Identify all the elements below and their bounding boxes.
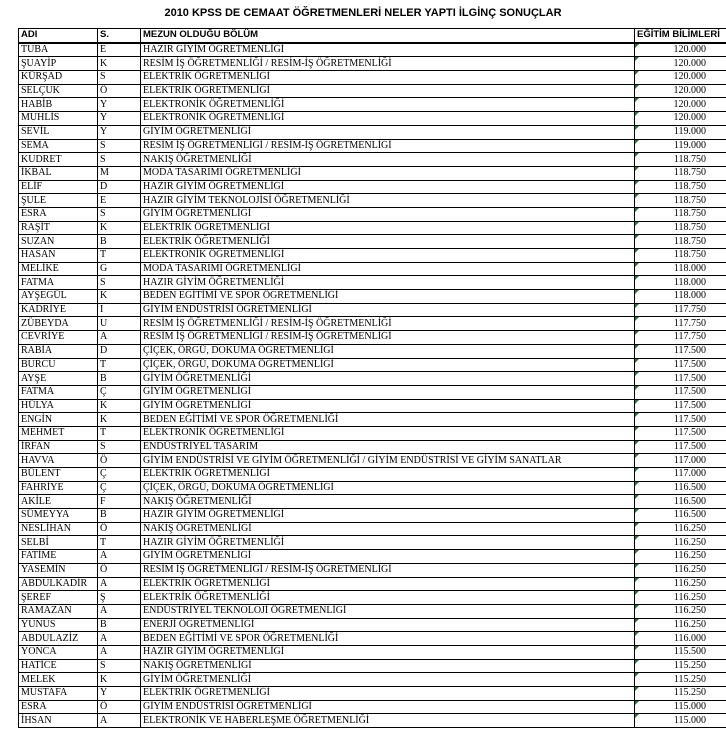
cell-name[interactable]: MUHLİS [19,112,98,126]
table-row [19,235,726,249]
cell-score[interactable]: 115.500 [635,645,726,659]
table-row [19,632,726,646]
cell-s[interactable]: T [98,426,141,440]
cell-s[interactable]: Ö [98,84,141,98]
cell-name[interactable]: RABİA [19,344,98,358]
cell-dept[interactable]: BEDEN EĞİTİMİ VE SPOR ÖĞRETMENLİĞİ [141,290,635,304]
cell-s[interactable]: Ö [98,563,141,577]
cell-name[interactable]: SUZAN [19,235,98,249]
cell-dept[interactable]: NAKIŞ ÖĞRETMENLİĞİ [141,659,635,673]
cell-score[interactable]: 117.000 [635,468,726,482]
table-row [19,372,726,386]
cell-dept[interactable]: RESİM İŞ ÖĞRETMENLİĞİ / RESİM-İŞ ÖĞRETMENLİĞİ [141,317,635,331]
table-row [19,249,726,263]
cell-s[interactable]: S [98,153,141,167]
cell-dept[interactable]: ENDÜSTRİYEL TEKNOLOJİ ÖĞRETMENLİĞİ [141,604,635,618]
table-row [19,71,726,85]
cell-score[interactable]: 118.750 [635,221,726,235]
cell-score[interactable]: 117.500 [635,440,726,454]
cell-score[interactable]: 115.250 [635,673,726,687]
cell-score[interactable]: 119.000 [635,125,726,139]
cell-name[interactable]: İHSAN [19,714,98,728]
cell-score[interactable]: 116.250 [635,536,726,550]
cell-name[interactable]: RAŞİT [19,221,98,235]
cell-s[interactable]: Ö [98,454,141,468]
cell-dept[interactable]: GİYİM ENDÜSTRİSİ VE GİYİM ÖĞRETMENLİĞİ / GİYİM ENDÜSTRİSİ VE GİYİM SANATLAR [141,454,635,468]
cell-s[interactable]: M [98,166,141,180]
cell-name[interactable]: KADRİYE [19,303,98,317]
cell-s[interactable]: S [98,71,141,85]
cell-s[interactable]: D [98,180,141,194]
table-row [19,112,726,126]
cell-s[interactable]: K [98,57,141,71]
cell-dept[interactable]: MODA TASARIMI ÖĞRETMENLİĞİ [141,166,635,180]
cell-score[interactable]: 118.750 [635,207,726,221]
table-row [19,645,726,659]
cell-score[interactable]: 117.500 [635,385,726,399]
cell-score[interactable]: 120.000 [635,43,726,57]
cell-score[interactable]: 115.250 [635,659,726,673]
cell-s[interactable]: T [98,536,141,550]
table-row [19,522,726,536]
cell-s[interactable]: Y [98,125,141,139]
cell-name[interactable]: FATMA [19,385,98,399]
table-row [19,426,726,440]
cell-dept[interactable]: ENDÜSTRİYEL TASARIM [141,440,635,454]
cell-s[interactable]: K [98,290,141,304]
table-row [19,180,726,194]
cell-dept[interactable]: ELEKTRONİK ÖĞRETMENLİĞİ [141,249,635,263]
cell-dept[interactable]: GİYİM ÖĞRETMENLİĞİ [141,550,635,564]
cell-s[interactable]: S [98,440,141,454]
cell-score[interactable]: 118.750 [635,194,726,208]
cell-s[interactable]: Y [98,112,141,126]
table-row [19,673,726,687]
table-row [19,84,726,98]
cell-s[interactable]: K [98,399,141,413]
header-s[interactable]: S. [98,29,141,43]
cell-dept[interactable]: HAZIR GİYİM ÖĞRETMENLİĞİ [141,276,635,290]
table-row [19,468,726,482]
cell-name[interactable]: TUBA [19,43,98,57]
cell-score[interactable]: 117.500 [635,372,726,386]
cell-s[interactable]: G [98,262,141,276]
cell-s[interactable]: A [98,632,141,646]
cell-name[interactable]: ELİF [19,180,98,194]
cell-name[interactable]: FATİME [19,550,98,564]
table-row [19,166,726,180]
cell-s[interactable]: A [98,331,141,345]
cell-s[interactable]: Ç [98,481,141,495]
cell-s[interactable]: K [98,673,141,687]
cell-dept[interactable]: HAZIR GİYİM ÖĞRETMENLİĞİ [141,645,635,659]
cell-name[interactable]: İKBAL [19,166,98,180]
cell-name[interactable]: ABDULKADİR [19,577,98,591]
cell-s[interactable]: F [98,495,141,509]
cell-dept[interactable]: GİYİM ÖĞRETMENLİĞİ [141,125,635,139]
table-row [19,344,726,358]
cell-score[interactable]: 118.000 [635,276,726,290]
cell-dept[interactable]: NAKIŞ ÖĞRETMENLİĞİ [141,153,635,167]
cell-name[interactable]: MEHMET [19,426,98,440]
cell-s[interactable]: B [98,235,141,249]
cell-name[interactable]: CEVRİYE [19,331,98,345]
cell-dept[interactable]: ÇİÇEK, ÖRGÜ, DOKUMA ÖĞRETMENLİĞİ [141,481,635,495]
cell-score[interactable]: 115.000 [635,714,726,728]
cell-dept[interactable]: ELEKTRONİK ÖĞRETMENLİĞİ [141,112,635,126]
cell-score[interactable]: 116.500 [635,495,726,509]
table-row [19,207,726,221]
table-row [19,262,726,276]
cell-score[interactable]: 117.500 [635,413,726,427]
table-row [19,440,726,454]
table-row [19,618,726,632]
cell-score[interactable]: 118.000 [635,262,726,276]
cell-name[interactable]: ESRA [19,207,98,221]
cell-dept[interactable]: NAKIŞ ÖĞRETMENLİĞİ [141,522,635,536]
cell-name[interactable]: HABİB [19,98,98,112]
cell-score[interactable]: 120.000 [635,84,726,98]
table-row [19,687,726,701]
table-row [19,399,726,413]
table-row [19,577,726,591]
cell-name[interactable]: ŞULE [19,194,98,208]
cell-dept[interactable]: ELEKTRİK ÖĞRETMENLİĞİ [141,235,635,249]
cell-score[interactable]: 117.750 [635,331,726,345]
table-row [19,563,726,577]
cell-dept[interactable]: ELEKTRİK ÖĞRETMENLİĞİ [141,71,635,85]
cell-dept[interactable]: GİYİM ÖĞRETMENLİĞİ [141,207,635,221]
cell-dept[interactable]: ELEKTRONİK ÖĞRETMENLİĞİ [141,426,635,440]
table-row [19,481,726,495]
header-score[interactable]: EĞİTİM BİLİMLERİ [635,29,726,43]
table-row [19,331,726,345]
cell-score[interactable]: 116.000 [635,632,726,646]
cell-name[interactable]: KUDRET [19,153,98,167]
cell-score[interactable]: 118.750 [635,249,726,263]
cell-name[interactable]: HAVVA [19,454,98,468]
cell-name[interactable]: MUSTAFA [19,687,98,701]
cell-dept[interactable]: ÇİÇEK, ÖRGÜ, DOKUMA ÖĞRETMENLİĞİ [141,344,635,358]
cell-s[interactable]: Y [98,687,141,701]
cell-score[interactable]: 117.750 [635,317,726,331]
table-row [19,125,726,139]
cell-name[interactable]: AYŞEGÜL [19,290,98,304]
cell-score[interactable]: 116.250 [635,604,726,618]
cell-name[interactable]: HÜLYA [19,399,98,413]
cell-s[interactable]: D [98,344,141,358]
cell-s[interactable]: S [98,207,141,221]
cell-name[interactable]: YONCA [19,645,98,659]
cell-name[interactable]: RAMAZAN [19,604,98,618]
cell-s[interactable]: T [98,358,141,372]
cell-s[interactable]: Y [98,98,141,112]
cell-name[interactable]: SEVİL [19,125,98,139]
cell-name[interactable]: ABDULAZİZ [19,632,98,646]
cell-dept[interactable]: MODA TASARIMI ÖĞRETMENLİĞİ [141,262,635,276]
cell-s[interactable]: Ç [98,385,141,399]
cell-s[interactable]: Ş [98,591,141,605]
table-row [19,495,726,509]
cell-score[interactable]: 118.750 [635,153,726,167]
sheet-title: 2010 KPSS DE CEMAAT ÖĞRETMENLERİ NELER YAPTI İLGİNÇ SONUÇLAR [164,7,562,19]
cell-name[interactable]: ŞUAYİP [19,57,98,71]
cell-score[interactable]: 119.000 [635,139,726,153]
cell-score[interactable]: 117.000 [635,454,726,468]
cell-dept[interactable]: ÇİÇEK, ÖRGÜ, DOKUMA ÖĞRETMENLİĞİ [141,358,635,372]
cell-score[interactable]: 117.750 [635,303,726,317]
cell-dept[interactable]: HAZIR GİYİM ÖĞRETMENLİĞİ [141,536,635,550]
cell-s[interactable]: A [98,577,141,591]
cell-dept[interactable]: BEDEN EĞİTİMİ VE SPOR ÖĞRETMENLİĞİ [141,632,635,646]
cell-dept[interactable]: GİYİM ÖĞRETMENLİĞİ [141,673,635,687]
cell-s[interactable]: B [98,372,141,386]
cell-name[interactable]: SELÇUK [19,84,98,98]
cell-dept[interactable]: RESİM İŞ ÖĞRETMENLİĞİ / RESİM-İŞ ÖĞRETMENLİĞİ [141,331,635,345]
cell-dept[interactable]: GİYİM ÖĞRETMENLİĞİ [141,385,635,399]
cell-score[interactable]: 116.250 [635,563,726,577]
cell-s[interactable]: Ö [98,522,141,536]
table-row [19,303,726,317]
table-row [19,604,726,618]
cell-score[interactable]: 118.750 [635,180,726,194]
cell-dept[interactable]: ELEKTRONİK ÖĞRETMENLİĞİ [141,98,635,112]
table-body [19,43,726,728]
cell-dept[interactable]: BEDEN EĞİTİMİ VE SPOR ÖĞRETMENLİĞİ [141,413,635,427]
table-row [19,659,726,673]
table-row [19,591,726,605]
cell-s[interactable]: A [98,550,141,564]
cell-s[interactable]: B [98,618,141,632]
cell-dept[interactable]: GİYİM ÖĞRETMENLİĞİ [141,372,635,386]
table-row [19,413,726,427]
cell-score[interactable]: 116.250 [635,522,726,536]
cell-score[interactable]: 116.250 [635,550,726,564]
cell-name[interactable]: SELBİ [19,536,98,550]
table-row [19,153,726,167]
cell-name[interactable]: FAHRİYE [19,481,98,495]
table-row [19,98,726,112]
cell-dept[interactable]: ELEKTRİK ÖĞRETMENLİĞİ [141,687,635,701]
cell-s[interactable]: S [98,276,141,290]
cell-s[interactable]: A [98,645,141,659]
cell-dept[interactable]: ELEKTRİK ÖĞRETMENLİĞİ [141,84,635,98]
cell-dept[interactable]: RESİM İŞ ÖĞRETMENLİĞİ / RESİM-İŞ ÖĞRETMENLİĞİ [141,139,635,153]
cell-name[interactable]: BÜLENT [19,468,98,482]
table-row [19,221,726,235]
cell-name[interactable]: YASEMİN [19,563,98,577]
cell-s[interactable]: K [98,221,141,235]
cell-dept[interactable]: HAZIR GİYİM ÖĞRETMENLİĞİ [141,509,635,523]
cell-s[interactable]: T [98,249,141,263]
table-row [19,290,726,304]
table-row [19,700,726,714]
cell-name[interactable]: SÜMEYYA [19,509,98,523]
table-row [19,358,726,372]
cell-dept[interactable]: GİYİM ENDÜSTRİSİ ÖĞRETMENLİĞİ [141,303,635,317]
cell-score[interactable]: 116.250 [635,577,726,591]
cell-name[interactable]: SEMA [19,139,98,153]
cell-name[interactable]: ENGİN [19,413,98,427]
cell-name[interactable]: NESLİHAN [19,522,98,536]
cell-score[interactable]: 118.750 [635,166,726,180]
cell-s[interactable]: Ç [98,468,141,482]
cell-dept[interactable]: ELEKTRİK ÖĞRETMENLİĞİ [141,577,635,591]
cell-dept[interactable]: ENERJİ ÖĞRETMENLİĞİ [141,618,635,632]
cell-name[interactable]: ZÜBEYDA [19,317,98,331]
cell-score[interactable]: 116.500 [635,509,726,523]
cell-name[interactable]: MELİKE [19,262,98,276]
cell-dept[interactable]: HAZIR GİYİM ÖĞRETMENLİĞİ [141,180,635,194]
header-dept[interactable]: MEZUN OLDUĞU BÖLÜM [141,29,635,43]
cell-s[interactable]: Ö [98,700,141,714]
table-row [19,509,726,523]
cell-dept[interactable]: HAZIR GİYİM TEKNOLOJİSİ ÖĞRETMENLİĞİ [141,194,635,208]
cell-dept[interactable]: GİYİM ENDÜSTRİSİ ÖĞRETMENLİĞİ [141,700,635,714]
table-row [19,454,726,468]
cell-score[interactable]: 118.000 [635,290,726,304]
cell-name[interactable]: FATMA [19,276,98,290]
table-row [19,317,726,331]
table-row [19,43,726,57]
cell-dept[interactable]: RESİM İŞ ÖĞRETMENLİĞİ / RESİM-İŞ ÖĞRETMENLİĞİ [141,57,635,71]
cell-score[interactable]: 116.250 [635,618,726,632]
cell-name[interactable]: BURCU [19,358,98,372]
cell-dept[interactable]: GİYİM ÖĞRETMENLİĞİ [141,399,635,413]
cell-dept[interactable]: NAKIŞ ÖĞRETMENLİĞİ [141,495,635,509]
results-table [18,28,726,728]
cell-score[interactable]: 117.500 [635,344,726,358]
cell-dept[interactable]: RESİM İŞ ÖĞRETMENLİĞİ / RESİM-İŞ ÖĞRETMENLİĞİ [141,563,635,577]
cell-score[interactable]: 120.000 [635,98,726,112]
table-row [19,139,726,153]
table-row [19,385,726,399]
cell-name[interactable]: MELEK [19,673,98,687]
header-name[interactable]: ADI [19,29,98,43]
cell-s[interactable]: S [98,659,141,673]
table-row [19,714,726,728]
cell-dept[interactable]: ELEKTRİK ÖĞRETMENLİĞİ [141,221,635,235]
cell-name[interactable]: AKİLE [19,495,98,509]
cell-score[interactable]: 116.250 [635,591,726,605]
cell-score[interactable]: 120.000 [635,57,726,71]
cell-score[interactable]: 118.750 [635,235,726,249]
table-row [19,550,726,564]
cell-dept[interactable]: HAZIR GİYİM ÖĞRETMENLİĞİ [141,43,635,57]
cell-s[interactable]: U [98,317,141,331]
table-row [19,536,726,550]
cell-score[interactable]: 117.500 [635,399,726,413]
cell-dept[interactable]: ELEKTRİK ÖĞRETMENLİĞİ [141,591,635,605]
cell-s[interactable]: S [98,139,141,153]
cell-s[interactable]: K [98,413,141,427]
cell-s[interactable]: E [98,194,141,208]
cell-score[interactable]: 115.250 [635,687,726,701]
cell-name[interactable]: AYŞE [19,372,98,386]
cell-dept[interactable]: ELEKTRONİK VE HABERLEŞME ÖĞRETMENLİĞİ [141,714,635,728]
cell-name[interactable]: HATİCE [19,659,98,673]
header-row [19,29,726,43]
cell-name[interactable]: ŞEREF [19,591,98,605]
cell-name[interactable]: YUNUS [19,618,98,632]
cell-score[interactable]: 115.000 [635,700,726,714]
cell-s[interactable]: E [98,43,141,57]
cell-score[interactable]: 120.000 [635,112,726,126]
cell-score[interactable]: 117.500 [635,358,726,372]
cell-score[interactable]: 120.000 [635,71,726,85]
cell-s[interactable]: I [98,303,141,317]
cell-name[interactable]: İRFAN [19,440,98,454]
cell-s[interactable]: A [98,604,141,618]
cell-score[interactable]: 117.500 [635,426,726,440]
cell-name[interactable]: ESRA [19,700,98,714]
table-row [19,276,726,290]
cell-score[interactable]: 116.500 [635,481,726,495]
cell-dept[interactable]: ELEKTRİK ÖĞRETMENLİĞİ [141,468,635,482]
cell-name[interactable]: HASAN [19,249,98,263]
cell-s[interactable]: B [98,509,141,523]
table-row [19,57,726,71]
table-row [19,194,726,208]
cell-name[interactable]: KÜRŞAD [19,71,98,85]
cell-s[interactable]: A [98,714,141,728]
